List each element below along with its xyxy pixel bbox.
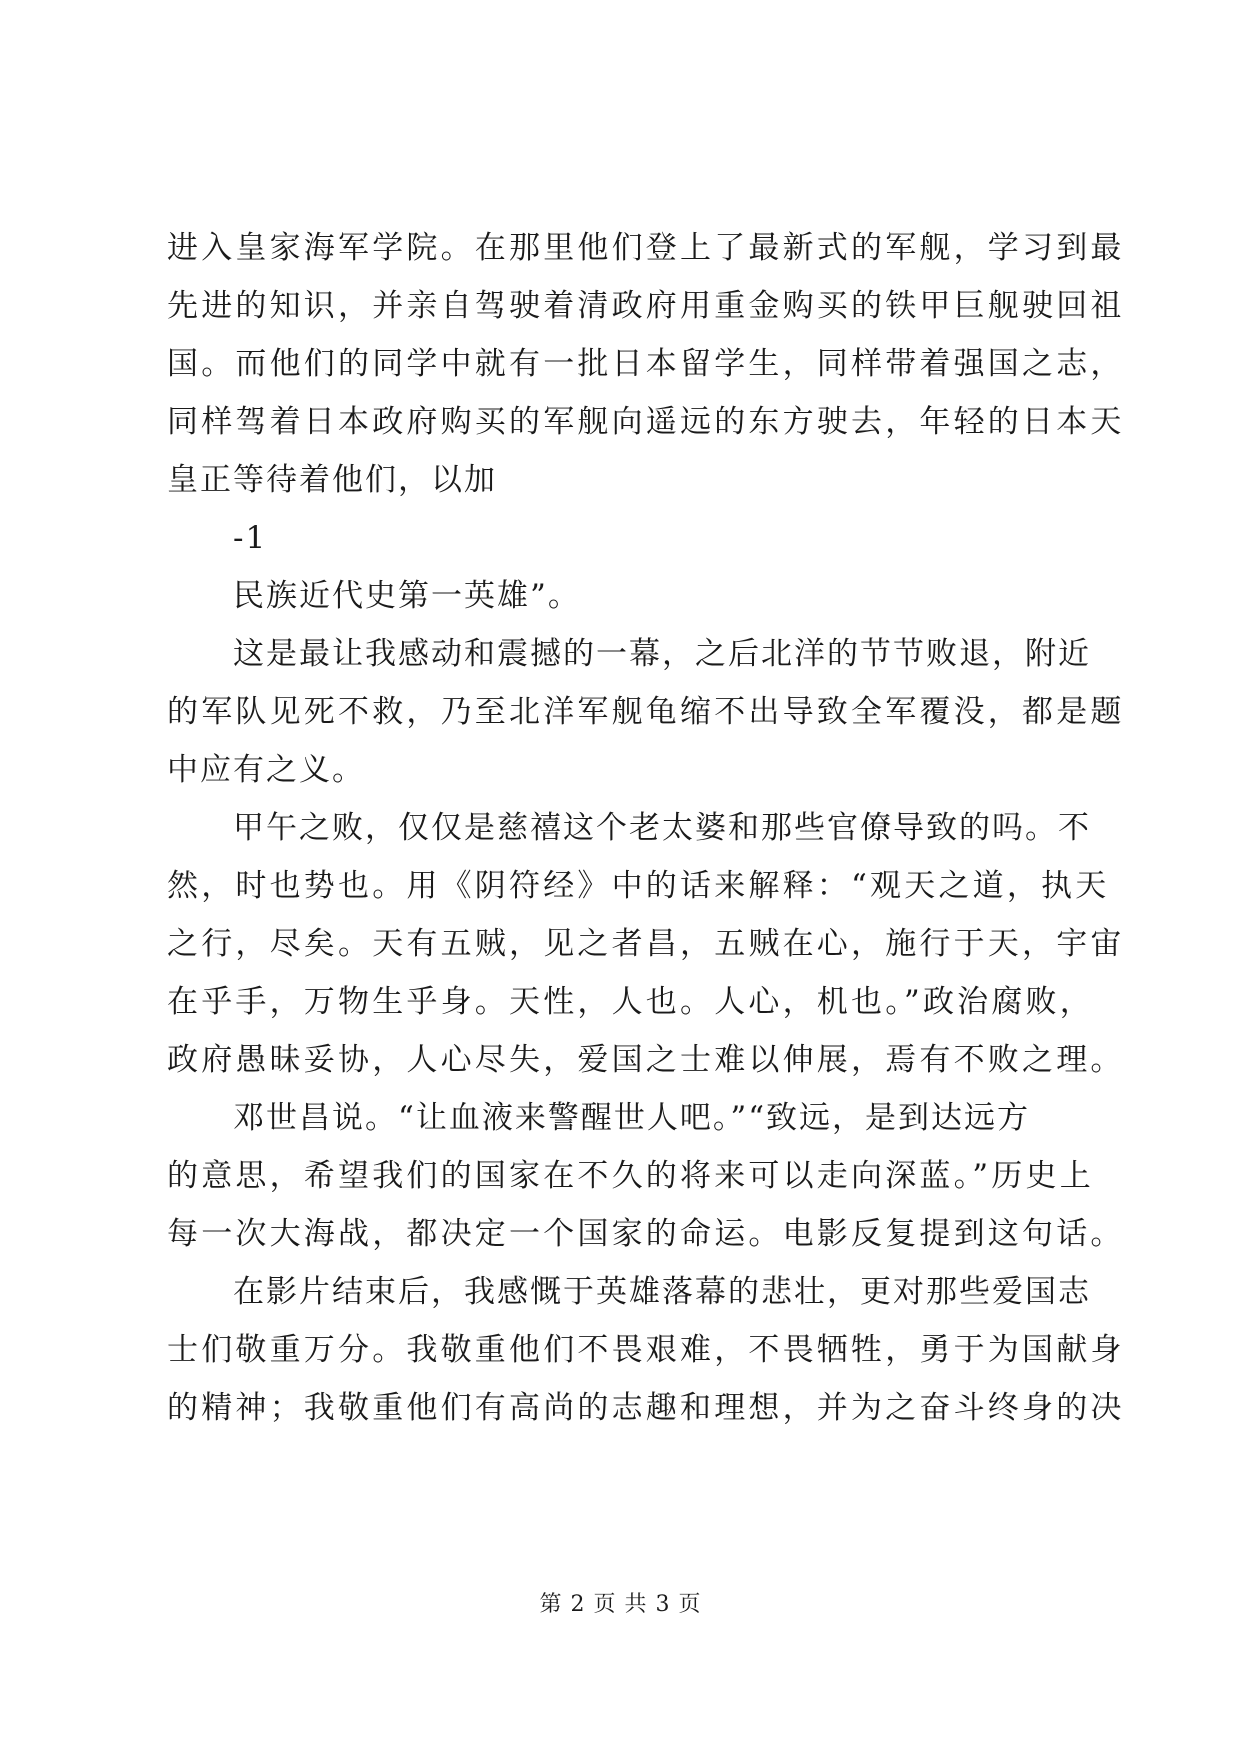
text-line: 士们敬重万分。我敬重他们不畏艰难，不畏牺牲，勇于为国献身 <box>167 1332 1125 1368</box>
page-footer: 第 2 页 共 3 页 <box>539 1592 702 1617</box>
text-line: 的精神；我敬重他们有高尚的志趣和理想，并为之奋斗终身的决 <box>167 1390 1125 1426</box>
text-line: 国。而他们的同学中就有一批日本留学生，同样带着强国之志， <box>167 346 1125 382</box>
text-line: 每一次大海战，都决定一个国家的命运。电影反复提到这句话。 <box>167 1216 1125 1252</box>
text-line: 的意思，希望我们的国家在不久的将来可以走向深蓝。”历史上 <box>167 1158 1094 1194</box>
paragraph-first-line: 邓世昌说。“让血液来警醒世人吧。”“致远，是到达远方 <box>233 1100 1031 1136</box>
text-line: 进入皇家海军学院。在那里他们登上了最新式的军舰，学习到最 <box>167 230 1125 266</box>
page-number-marker: -1 <box>233 520 268 556</box>
text-line: 然，时也势也。用《阴符经》中的话来解释：“观天之道，执天 <box>167 868 1110 904</box>
text-line: 之行，尽矣。天有五贼，见之者昌，五贼在心，施行于天，宇宙 <box>167 926 1125 962</box>
text-line: 同样驾着日本政府购买的军舰向遥远的东方驶去，年轻的日本天 <box>167 404 1125 440</box>
paragraph-first-line: 在影片结束后，我感慨于英雄落幕的悲壮，更对那些爱国志 <box>233 1274 1091 1310</box>
text-line: 皇正等待着他们，以加 <box>167 462 497 498</box>
text-line: 民族近代史第一英雄”。 <box>233 578 581 614</box>
text-line: 在乎手，万物生乎身。天性，人也。人心，机也。”政治腐败， <box>167 984 1094 1020</box>
text-line: 政府愚昧妥协，人心尽失，爱国之士难以伸展，焉有不败之理。 <box>167 1042 1125 1078</box>
text-line: 先进的知识，并亲自驾驶着清政府用重金购买的铁甲巨舰驶回祖 <box>167 288 1125 324</box>
text-line: 的军队见死不救，乃至北洋军舰龟缩不出导致全军覆没，都是题 <box>167 694 1125 730</box>
paragraph-first-line: 甲午之败，仅仅是慈禧这个老太婆和那些官僚导致的吗。不 <box>233 810 1091 846</box>
paragraph-first-line: 这是最让我感动和震撼的一幕，之后北洋的节节败退，附近 <box>233 636 1091 672</box>
text-line: 中应有之义。 <box>167 752 365 788</box>
